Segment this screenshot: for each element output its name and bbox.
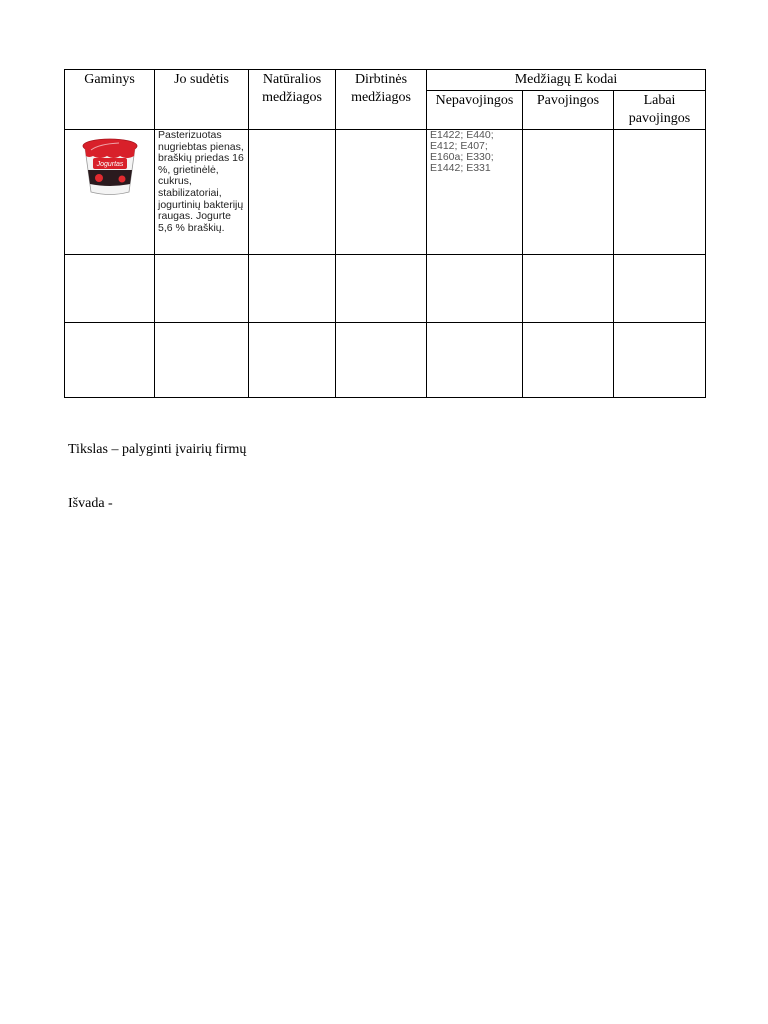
very-dangerous-cell: [614, 323, 706, 398]
header-harmless: Nepavojingos: [427, 91, 523, 130]
header-e-codes: Medžiagų E kodai: [427, 70, 706, 91]
harmless-codes-cell: [427, 323, 523, 398]
artificial-cell: [336, 130, 427, 255]
header-product: Gaminys: [65, 70, 155, 130]
natural-cell: [249, 323, 336, 398]
yogurt-cup-icon: [79, 134, 141, 198]
product-cell: [65, 323, 155, 398]
svg-text:Jogurtas: Jogurtas: [96, 161, 123, 168]
dangerous-cell: [523, 255, 614, 323]
conclusion-text: Išvada -: [68, 496, 113, 511]
composition-cell: [155, 323, 249, 398]
dangerous-cell: [523, 323, 614, 398]
header-very-dangerous: Labai pavojingos: [614, 91, 706, 130]
header-dangerous: Pavojingos: [523, 91, 614, 130]
harmless-codes-cell: E1422; E440; E412; E407; E160a; E330; E1442; E331: [427, 130, 523, 255]
product-cell: [65, 255, 155, 323]
artificial-cell: [336, 323, 427, 398]
header-natural: Natūralios medžiagos: [249, 70, 336, 130]
very-dangerous-cell: [614, 130, 706, 255]
comparison-table: [64, 69, 706, 398]
header-composition: Jo sudėtis: [155, 70, 249, 130]
header-artificial: Dirbtinės medžiagos: [336, 70, 427, 130]
dangerous-cell: [523, 130, 614, 255]
artificial-cell: [336, 255, 427, 323]
very-dangerous-cell: [614, 255, 706, 323]
harmless-codes-cell: [427, 255, 523, 323]
natural-cell: [249, 255, 336, 323]
table-row: [65, 323, 706, 398]
composition-cell: Pasterizuotas nugriebtas pienas, braškių priedas 16 %, grietinėlė, cukrus, stabilizatoriai, jogurtinių bakterijų raugas. Jogurte 5,6 % braškių.: [155, 130, 249, 255]
table-row: [65, 130, 706, 255]
product-cell: [65, 130, 155, 255]
goal-text: Tikslas – palyginti įvairių firmų: [68, 442, 247, 457]
composition-cell: [155, 255, 249, 323]
table-row: [65, 255, 706, 323]
natural-cell: [249, 130, 336, 255]
